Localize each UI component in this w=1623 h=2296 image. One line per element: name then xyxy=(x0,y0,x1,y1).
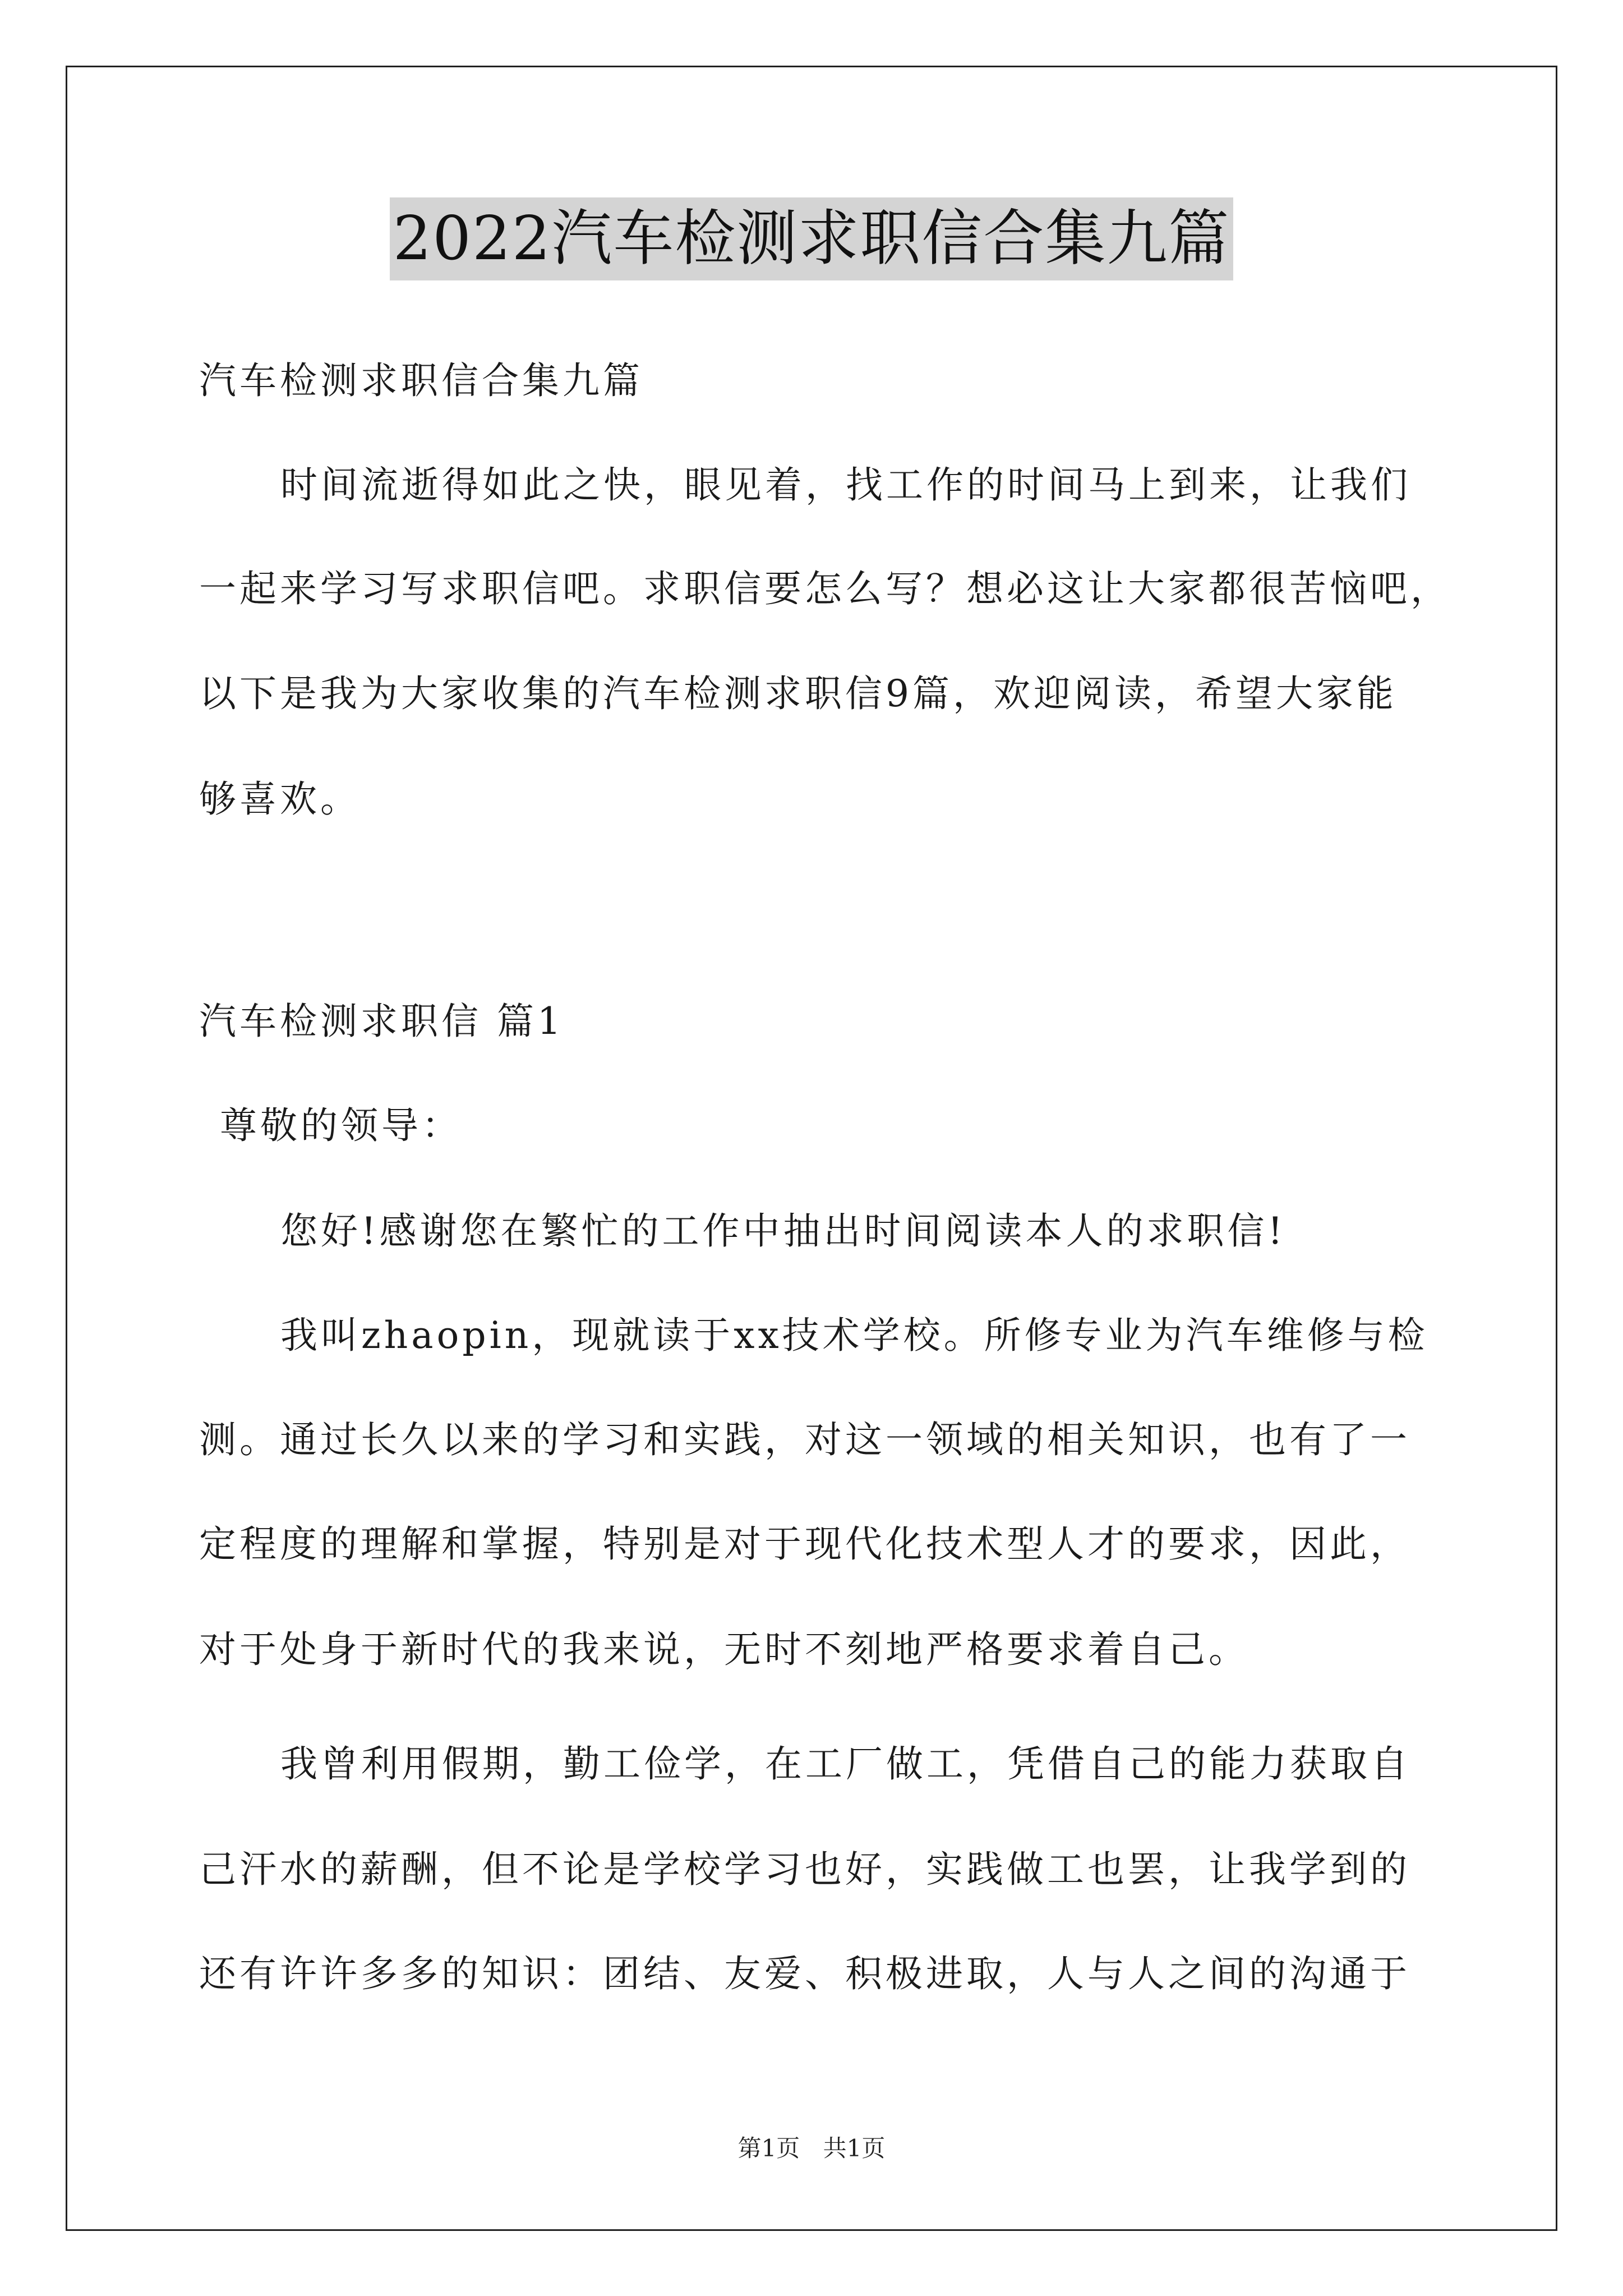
body-line: 我叫zhaopin，现就读于xx技术学校。所修专业为汽车维修与检 xyxy=(280,1314,1428,1357)
intro-line: 时间流逝得如此之快，眼见着，找工作的时间马上到来，让我们 xyxy=(280,463,1411,507)
body-line: 还有许许多多的知识：团结、友爱、积极进取，人与人之间的沟通于 xyxy=(199,1952,1410,1995)
page-current: 第1页 xyxy=(737,2134,800,2162)
page-total: 共1页 xyxy=(823,2134,886,2162)
intro-line: 一起来学习写求职信吧。求职信要怎么写？想必这让大家都很苦恼吧， xyxy=(199,567,1451,610)
salutation: 尊敬的领导： xyxy=(220,1104,462,1147)
body-line: 我曾利用假期，勤工俭学，在工厂做工，凭借自己的能力获取自 xyxy=(280,1742,1411,1786)
document-subtitle: 汽车检测求职信合集九篇 xyxy=(199,359,643,402)
section-heading: 汽车检测求职信 篇1 xyxy=(199,1000,564,1043)
intro-line: 以下是我为大家收集的汽车检测求职信9篇，欢迎阅读，希望大家能 xyxy=(199,672,1397,715)
body-line: 己汗水的薪酬，但不论是学校学习也好，实践做工也罢，让我学到的 xyxy=(199,1848,1410,1891)
title-container xyxy=(0,197,1623,280)
intro-line: 够喜欢。 xyxy=(199,777,361,821)
page-footer xyxy=(0,2132,1623,2165)
document-title: 2022汽车检测求职信合集九篇 xyxy=(390,197,1234,280)
body-line: 您好!感谢您在繁忙的工作中抽出时间阅读本人的求职信! xyxy=(280,1209,1287,1253)
body-line: 测。通过长久以来的学习和实践，对这一领域的相关知识，也有了一 xyxy=(199,1418,1410,1461)
body-line: 定程度的理解和掌握，特别是对于现代化技术型人才的要求，因此， xyxy=(199,1522,1410,1566)
body-line: 对于处身于新时代的我来说，无时不刻地严格要求着自己。 xyxy=(199,1628,1249,1671)
